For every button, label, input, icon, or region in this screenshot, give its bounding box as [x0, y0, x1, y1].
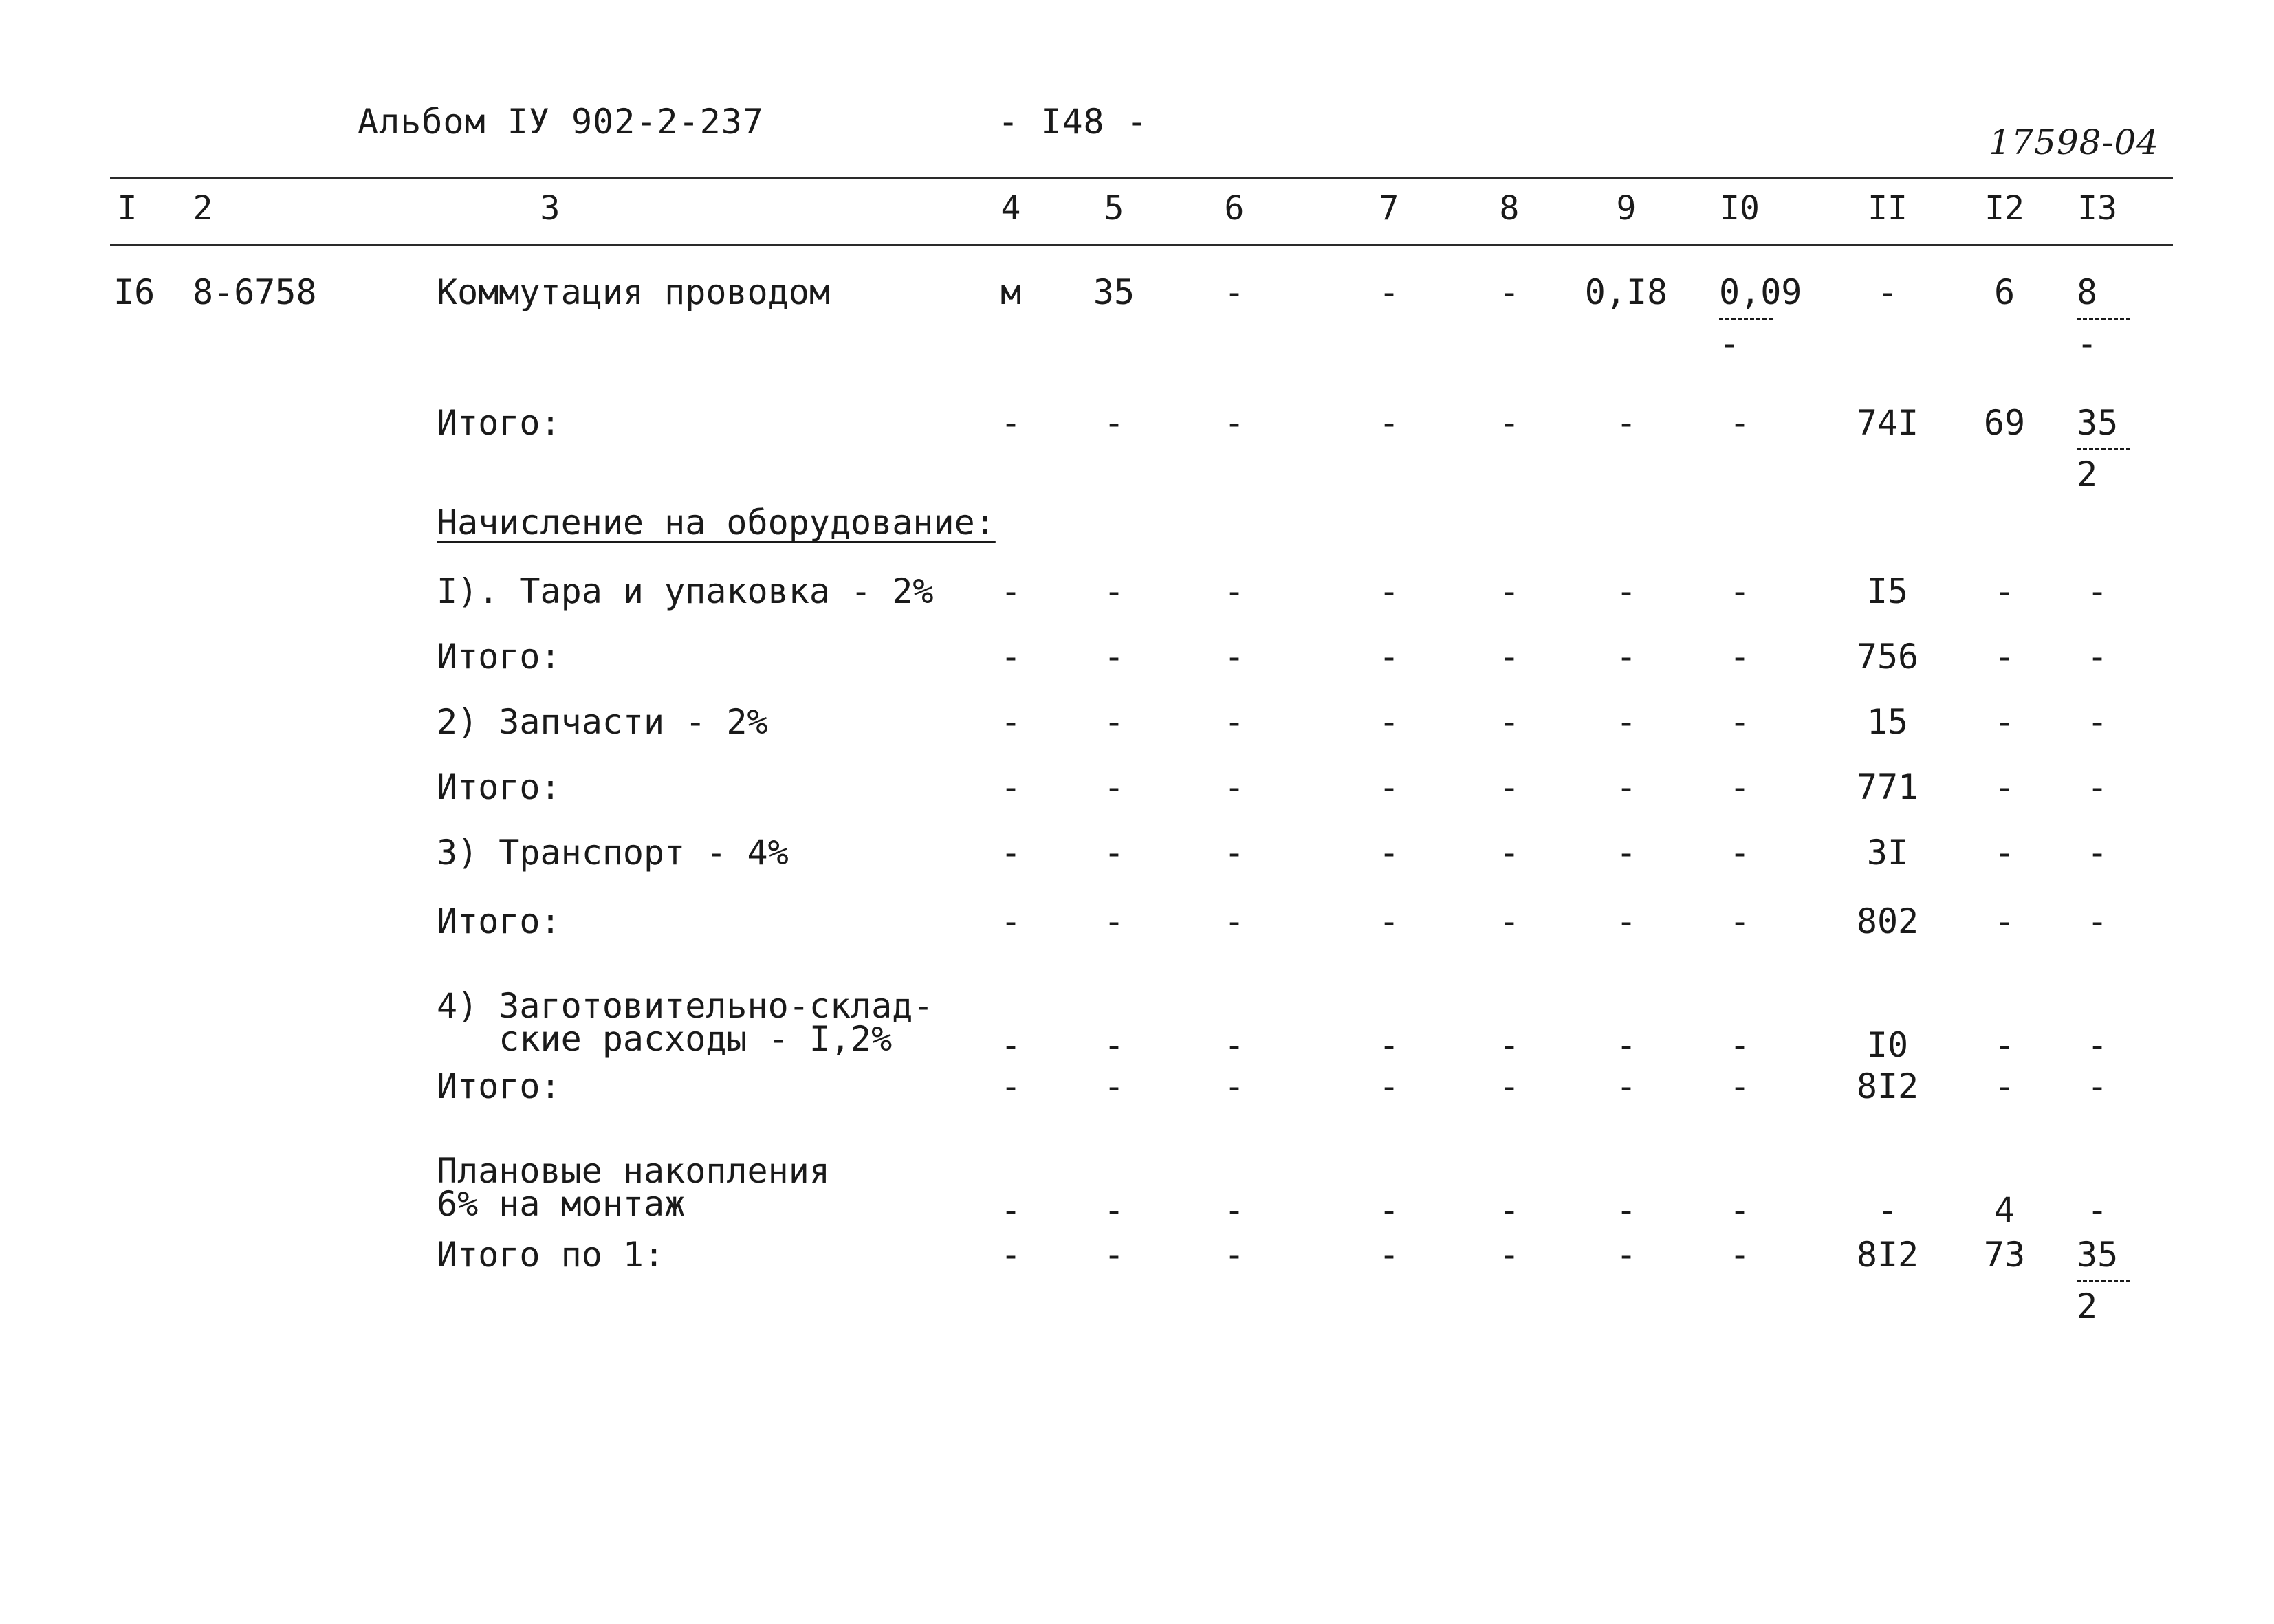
cell-c5: - [1103, 901, 1125, 941]
column-number: 2 [193, 189, 213, 228]
cell-c13: - [2086, 1066, 2108, 1106]
cell-c7: - [1378, 767, 1400, 807]
cell-c6: - [1223, 403, 1245, 443]
cell-c6: - [1223, 901, 1245, 941]
column-number: 7 [1379, 189, 1399, 228]
fraction-bar [2077, 448, 2130, 450]
row-label: Итого: [437, 767, 561, 807]
cell-c7: - [1378, 1190, 1400, 1230]
cell-c9: - [1615, 833, 1637, 873]
cell-c11: I0 [1866, 1025, 1909, 1065]
cell-c8: - [1498, 1190, 1520, 1230]
cell-c12: 69 [1983, 403, 2026, 443]
cell-c6: - [1223, 1190, 1245, 1230]
fraction-bar [2077, 318, 2130, 320]
price-code: 8-6758 [193, 272, 317, 312]
cell-c7: - [1378, 1066, 1400, 1106]
cell-c9: - [1615, 767, 1637, 807]
cell-c8: - [1498, 1025, 1520, 1065]
cell-c13: - [2086, 833, 2108, 873]
cell-c12: 4 [1993, 1190, 2015, 1230]
cell-c10: - [1729, 637, 1751, 677]
fraction-cell-c13 [2077, 1235, 2132, 1326]
cell-c6: - [1223, 767, 1245, 807]
cell-c5: - [1103, 637, 1125, 677]
row-label: Коммутация проводом [437, 272, 830, 312]
cell-c11: - [1877, 272, 1899, 312]
fraction-denominator: - [1719, 324, 1740, 364]
cell-c4: - [1000, 1190, 1022, 1230]
cell-c10: - [1729, 571, 1751, 611]
column-number: 4 [1001, 189, 1021, 228]
cell-c11: 15 [1866, 702, 1909, 742]
column-number: 8 [1499, 189, 1520, 228]
cell-c13: - [2086, 1190, 2108, 1230]
cell-c12: 73 [1983, 1235, 2026, 1275]
cell-c7: - [1378, 571, 1400, 611]
cell-c10: - [1729, 1235, 1751, 1275]
cell-c4: - [1000, 833, 1022, 873]
cell-c8: - [1498, 637, 1520, 677]
cell-c9: - [1615, 901, 1637, 941]
column-number: I [117, 189, 138, 228]
cell-c7: - [1378, 702, 1400, 742]
header-rule-top [110, 177, 2173, 179]
cell-c4: - [1000, 637, 1022, 677]
cell-c12: - [1993, 637, 2015, 677]
cell-c8: - [1498, 1235, 1520, 1275]
fraction-cell-c13 [2077, 403, 2132, 494]
cell-c6: - [1223, 702, 1245, 742]
cell-c8: - [1498, 767, 1520, 807]
cell-c9: - [1615, 403, 1637, 443]
cell-c9: 0,I8 [1584, 272, 1668, 312]
cell-c9: - [1615, 571, 1637, 611]
cell-c7: - [1378, 901, 1400, 941]
cell-c12: - [1993, 702, 2015, 742]
cell-c9: - [1615, 1025, 1637, 1065]
cell-c4: - [1000, 1066, 1022, 1106]
cell-c6: - [1223, 1025, 1245, 1065]
cell-c6: - [1223, 833, 1245, 873]
cell-c11: 756 [1856, 637, 1919, 677]
cell-c4: - [1000, 901, 1022, 941]
cell-c6: - [1223, 1066, 1245, 1106]
cell-c9: - [1615, 702, 1637, 742]
cell-c7: - [1378, 272, 1400, 312]
cell-c4: - [1000, 571, 1022, 611]
cell-c11: 74I [1856, 403, 1919, 443]
fraction-bar [2077, 1280, 2130, 1282]
cell-c6: - [1223, 1235, 1245, 1275]
cell-c10: - [1729, 767, 1751, 807]
cell-c5: - [1103, 403, 1125, 443]
cell-c12: - [1993, 767, 2015, 807]
cell-c13: - [2086, 702, 2108, 742]
row-label: I). Тара и упаковка - 2% [437, 571, 934, 611]
row-label: Итого: [437, 403, 561, 443]
cell-c12: - [1993, 1025, 2015, 1065]
cell-c8: - [1498, 901, 1520, 941]
fraction-denominator: 2 [2077, 1286, 2098, 1326]
cell-c13: - [2086, 1025, 2108, 1065]
row-label: Плановые накопления 6% на монтаж [437, 1151, 830, 1224]
cell-c11: - [1877, 1190, 1899, 1230]
cell-c8: - [1498, 833, 1520, 873]
fraction-bar [1719, 318, 1773, 320]
cell-c10: - [1729, 1025, 1751, 1065]
cell-c7: - [1378, 403, 1400, 443]
cell-c4: - [1000, 702, 1022, 742]
cell-c8: - [1498, 403, 1520, 443]
cell-c5: - [1103, 767, 1125, 807]
row-label: Итого: [437, 1066, 561, 1106]
cell-c13: - [2086, 571, 2108, 611]
fraction-numerator: 0,09 [1719, 272, 1802, 312]
cell-c12: - [1993, 1066, 2015, 1106]
cell-c7: - [1378, 833, 1400, 873]
cell-c8: - [1498, 702, 1520, 742]
cell-c10: - [1729, 1066, 1751, 1106]
cell-c5: - [1103, 1066, 1125, 1106]
column-number: 9 [1616, 189, 1637, 228]
album-title: Альбом IУ 902-2-237 [358, 102, 764, 142]
cell-c8: - [1498, 571, 1520, 611]
cell-c5: - [1103, 1025, 1125, 1065]
cell-c5: - [1103, 702, 1125, 742]
row-number: I6 [113, 272, 155, 312]
cell-c13: - [2086, 637, 2108, 677]
column-number: I2 [1985, 189, 2024, 228]
cell-c11: 771 [1856, 767, 1919, 807]
cell-c6: - [1223, 571, 1245, 611]
fraction-cell-c13 [2077, 272, 2132, 364]
cell-c10: - [1729, 1190, 1751, 1230]
cell-c9: - [1615, 1190, 1637, 1230]
cell-c7: - [1378, 1025, 1400, 1065]
fraction-cell-c10 [1719, 272, 1802, 364]
cell-c8: - [1498, 272, 1520, 312]
row-label: 2) Запчасти - 2% [437, 702, 768, 742]
cell-c9: - [1615, 1235, 1637, 1275]
cell-c9: - [1615, 1066, 1637, 1106]
cell-c4: - [1000, 1235, 1022, 1275]
cell-c4: - [1000, 767, 1022, 807]
cell-c7: - [1378, 1235, 1400, 1275]
cell-c12: - [1993, 901, 2015, 941]
column-number: 3 [540, 189, 560, 228]
cell-c11: 8I2 [1856, 1066, 1919, 1106]
cell-c5: - [1103, 1235, 1125, 1275]
fraction-numerator: 8 [2077, 272, 2098, 312]
cell-c4: м [1000, 272, 1022, 312]
section-heading: Начисление на оборудование: [437, 503, 996, 542]
cell-c5: - [1103, 571, 1125, 611]
fraction-denominator: 2 [2077, 454, 2098, 494]
column-number: 5 [1104, 189, 1124, 228]
row-label: Итого по 1: [437, 1235, 665, 1275]
cell-c11: 802 [1856, 901, 1919, 941]
cell-c8: - [1498, 1066, 1520, 1106]
document-code: 17598-04 [1989, 122, 2159, 162]
page-number: - I48 - [998, 102, 1148, 142]
cell-c11: 3I [1866, 833, 1909, 873]
cell-c11: 8I2 [1856, 1235, 1919, 1275]
cell-c10: - [1729, 403, 1751, 443]
cell-c13: - [2086, 901, 2108, 941]
cell-c10: - [1729, 901, 1751, 941]
fraction-denominator: - [2077, 324, 2098, 364]
cell-c5: 35 [1093, 272, 1135, 312]
row-label: 3) Транспорт - 4% [437, 833, 789, 873]
header-rule-bottom [110, 244, 2173, 246]
cell-c10: - [1729, 702, 1751, 742]
column-number: II [1868, 189, 1907, 228]
cell-c12: 6 [1993, 272, 2015, 312]
cell-c7: - [1378, 637, 1400, 677]
cell-c13: - [2086, 767, 2108, 807]
fraction-numerator: 35 [2077, 1235, 2119, 1275]
cell-c5: - [1103, 833, 1125, 873]
cell-c4: - [1000, 1025, 1022, 1065]
column-number: 6 [1224, 189, 1245, 228]
row-label: Итого: [437, 637, 561, 677]
column-number: I3 [2077, 189, 2117, 228]
fraction-numerator: 35 [2077, 403, 2119, 443]
cell-c12: - [1993, 571, 2015, 611]
cell-c12: - [1993, 833, 2015, 873]
column-number: I0 [1720, 189, 1760, 228]
cell-c9: - [1615, 637, 1637, 677]
row-label: Итого: [437, 901, 561, 941]
row-label: 4) Заготовительно-склад- ские расходы - I,2% [437, 986, 934, 1059]
cell-c4: - [1000, 403, 1022, 443]
cell-c10: - [1729, 833, 1751, 873]
cell-c6: - [1223, 272, 1245, 312]
cell-c11: I5 [1866, 571, 1909, 611]
cell-c5: - [1103, 1190, 1125, 1230]
cell-c6: - [1223, 637, 1245, 677]
